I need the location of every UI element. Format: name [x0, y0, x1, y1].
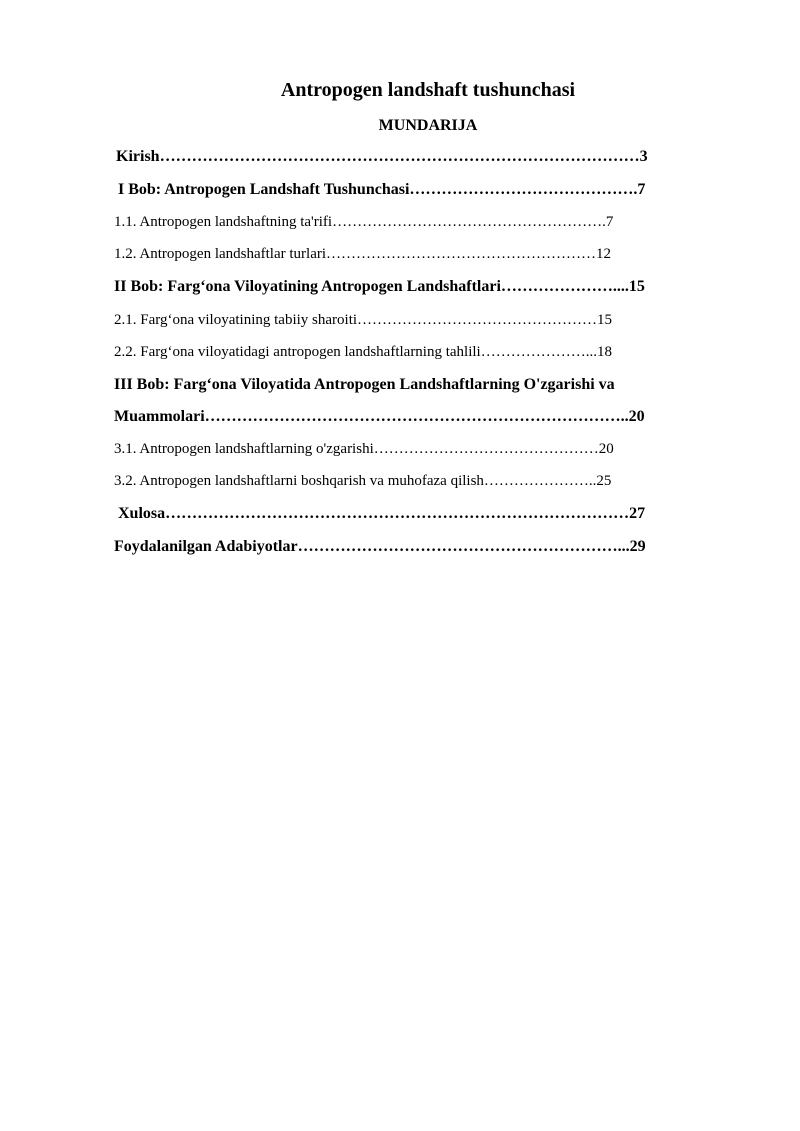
toc-entry-chapter-3-line-1: III Bob: Farg‘ona Viloyatida Antropogen Landshaftlarning O'zgarishi va: [114, 376, 615, 393]
toc-entry-3-2: 3.2. Antropogen landshaftlarni boshqarish va muhofaza qilish…………………..25: [114, 473, 612, 489]
toc-heading: MUNDARIJA: [378, 117, 478, 134]
toc-entry-chapter-1: I Bob: Antropogen Landshaft Tushunchasi…………………………………….7: [118, 181, 646, 198]
document-title: Antropogen landshaft tushunchasi: [280, 79, 576, 101]
toc-entry-adabiyotlar: Foydalanilgan Adabiyotlar……………………………………………………...29: [114, 538, 646, 555]
toc-entry-1-1: 1.1. Antropogen landshaftning ta'rifi……………………………………………….7: [114, 214, 614, 230]
toc-entry-2-2: 2.2. Farg‘ona viloyatidagi antropogen landshaftlarning tahlili…………………...18: [114, 344, 612, 360]
toc-entry-2-1: 2.1. Farg‘ona viloyatining tabiiy sharoiti…………………………………………15: [114, 312, 613, 328]
toc-entry-kirish: Kirish………………………………………………………………………………3: [116, 148, 648, 165]
toc-entry-chapter-3-line-2: Muammolari……………………………………………………………………..20: [114, 408, 645, 425]
toc-entry-3-1: 3.1. Antropogen landshaftlarning o'zgarishi………………………………………20: [114, 441, 614, 457]
toc-entry-xulosa: Xulosa……………………………………………………………………………27: [118, 505, 646, 522]
toc-entry-chapter-2: II Bob: Farg‘ona Viloyatining Antropogen Landshaftlari…………………....15: [114, 278, 645, 295]
toc-entry-1-2: 1.2. Antropogen landshaftlar turlari………………………………………………12: [114, 246, 612, 262]
